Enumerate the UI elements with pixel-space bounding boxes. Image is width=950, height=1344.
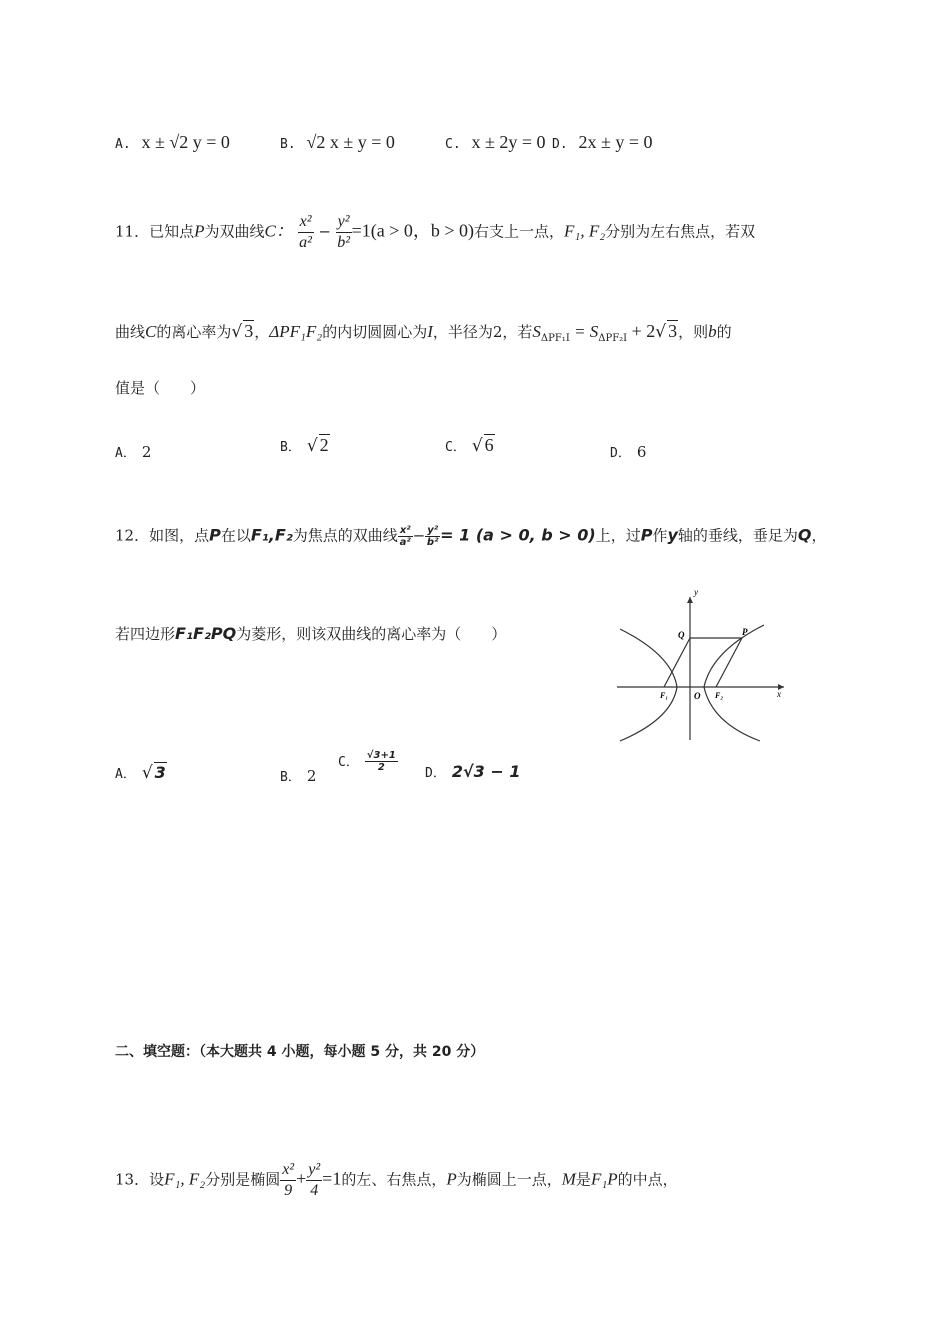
option-label: B． bbox=[280, 440, 301, 455]
fraction-y2-b2: $\frac{\text{y²}}{\text{b²}}$ bbox=[426, 525, 439, 548]
var-m: M bbox=[561, 1169, 576, 1189]
area-s: S bbox=[532, 322, 541, 341]
option-label: C． bbox=[445, 440, 466, 455]
sqrt-symbol: √ bbox=[231, 322, 243, 342]
sqrt-symbol: √ bbox=[655, 322, 667, 342]
denominator: 9 bbox=[284, 1182, 293, 1199]
var-q: Q bbox=[797, 525, 812, 545]
p-label: P bbox=[742, 627, 748, 637]
q11-option-c bbox=[445, 434, 495, 456]
left-branch bbox=[620, 629, 677, 741]
numerator: y² bbox=[306, 1160, 322, 1181]
var-p: P bbox=[209, 525, 221, 545]
text: ，则 bbox=[678, 323, 709, 341]
plus: + bbox=[296, 1168, 307, 1189]
q12-option-b bbox=[280, 766, 316, 785]
option-value: 6 bbox=[484, 435, 494, 455]
text: 上，过 bbox=[595, 526, 641, 545]
option-label: A． bbox=[115, 767, 136, 782]
q11-option-b bbox=[280, 434, 330, 456]
origin-label: O bbox=[694, 691, 701, 701]
var-c: C： bbox=[264, 221, 293, 241]
quadrilateral: F₁F₂PQ bbox=[175, 624, 237, 643]
fraction-value bbox=[365, 750, 398, 773]
text: 右支上一点， bbox=[474, 222, 565, 241]
option-label: A． bbox=[115, 446, 136, 461]
q11-line-1 bbox=[115, 212, 755, 253]
text: 分别为左右焦点，若双 bbox=[605, 222, 756, 241]
right-branch bbox=[704, 625, 764, 741]
q11-option-a bbox=[115, 442, 151, 461]
text: 的内切圆圆心为 bbox=[322, 323, 428, 341]
f2-label: F₂ bbox=[715, 691, 724, 700]
var-i: I bbox=[427, 322, 433, 341]
y-axis-arrow bbox=[687, 597, 693, 603]
var-b: b bbox=[708, 322, 717, 341]
option-value: 2 bbox=[319, 435, 329, 455]
q-label: Q bbox=[678, 630, 685, 640]
var-y: y bbox=[667, 525, 678, 545]
hyperbola-figure bbox=[612, 585, 787, 745]
text: 作 bbox=[652, 526, 668, 545]
text: 的 bbox=[716, 323, 732, 341]
fraction-x2-a2: $\frac{\text{x²}}{\text{a²}}$ bbox=[299, 213, 312, 251]
y-label: y bbox=[694, 587, 698, 597]
fraction-y2-4 bbox=[306, 1160, 322, 1201]
var-p: P bbox=[446, 1169, 457, 1189]
q12-option-a bbox=[115, 762, 167, 783]
equals-one: =1 bbox=[322, 1168, 342, 1189]
text: 轴的垂线，垂足为 bbox=[677, 526, 798, 545]
text: 分别是椭圆 bbox=[205, 1170, 281, 1189]
var-p: P bbox=[640, 525, 653, 545]
q11-line-2 bbox=[115, 320, 732, 349]
text: 的离心率为 bbox=[156, 323, 232, 341]
f1-label: F₁ bbox=[660, 691, 669, 700]
q10-option-d bbox=[552, 132, 652, 153]
q12-line-2 bbox=[115, 624, 506, 644]
option-formula: 2x ± y = 0 bbox=[578, 132, 653, 152]
text: 为菱形，则该双曲线的离心率为（ ） bbox=[236, 625, 507, 643]
option-formula: x ± √2 y = 0 bbox=[141, 132, 230, 152]
x-label: x bbox=[777, 689, 781, 699]
var-c: C bbox=[145, 322, 157, 341]
foci: F₁, F₂ bbox=[564, 221, 606, 241]
q11-line-3: 值是（ ） bbox=[115, 379, 206, 397]
fraction-y2-b2: $\frac{\text{y²}}{\text{b²}}$ bbox=[337, 213, 351, 251]
text: 的左、右焦点， bbox=[341, 1170, 447, 1189]
option-label: D． bbox=[425, 766, 446, 781]
option-label: D． bbox=[610, 446, 631, 461]
text: 在以 bbox=[220, 526, 251, 545]
text: 12．如图，点 bbox=[115, 526, 210, 545]
numerator: √3+1 bbox=[366, 750, 396, 761]
area-sub: ΔPF₂I bbox=[598, 333, 628, 344]
option-label: D. bbox=[552, 137, 568, 152]
text: 为椭圆上一点， bbox=[456, 1170, 562, 1189]
text: 是 bbox=[575, 1170, 591, 1189]
option-formula: x ± 2y = 0 bbox=[471, 132, 546, 152]
fraction-x2-9 bbox=[280, 1160, 296, 1201]
text: 为双曲线 bbox=[204, 222, 265, 241]
minus: − bbox=[412, 526, 426, 545]
option-value: 2 bbox=[141, 443, 152, 461]
plus-term: + 2 bbox=[627, 321, 656, 341]
triangle: ΔPF₁F₂ bbox=[269, 322, 323, 341]
eccentricity-value: 3 bbox=[244, 321, 254, 341]
text: 11．已知点 bbox=[115, 222, 195, 241]
option-formula: √2 x ± y = 0 bbox=[306, 132, 395, 152]
foci: F₁,F₂ bbox=[250, 525, 293, 545]
foci: F₁, F₂ bbox=[164, 1169, 206, 1189]
denominator: 2 bbox=[377, 762, 385, 773]
minus: − bbox=[318, 222, 331, 241]
sqrt-symbol: √ bbox=[306, 436, 318, 456]
option-value: 2 bbox=[306, 767, 317, 785]
section-title: 二、填空题：（本大题共 4 小题，每小题 5 分，共 20 分） bbox=[115, 1044, 485, 1060]
q12-line-1 bbox=[115, 525, 827, 548]
area-s: = S bbox=[569, 322, 599, 341]
q12-option-d bbox=[425, 762, 520, 781]
text: ， bbox=[811, 526, 827, 545]
text: ， bbox=[254, 323, 270, 341]
numerator: x² bbox=[280, 1160, 296, 1181]
option-label: C. bbox=[445, 137, 461, 152]
q13-line-1 bbox=[115, 1160, 678, 1201]
text: 的中点， bbox=[617, 1170, 678, 1189]
option-value: 3 bbox=[154, 763, 166, 782]
fraction-x2-a2: $\frac{\text{x²}}{\text{a²}}$ bbox=[399, 525, 411, 548]
option-label: C． bbox=[338, 754, 359, 770]
q10-option-a bbox=[115, 132, 230, 153]
option-label: A. bbox=[115, 137, 131, 152]
option-label: B． bbox=[280, 770, 301, 785]
q11-option-d bbox=[610, 442, 646, 461]
text: 曲线 bbox=[115, 323, 146, 341]
sqrt-symbol: √ bbox=[471, 436, 483, 456]
condition: = 1 (a > 0, b > 0) bbox=[440, 525, 596, 545]
sqrt-symbol: √ bbox=[141, 763, 153, 783]
denominator: 4 bbox=[310, 1182, 319, 1199]
q10-option-c bbox=[445, 132, 545, 153]
option-value: 2√3 − 1 bbox=[451, 762, 521, 781]
condition: =1(a > 0，b > 0) bbox=[351, 220, 475, 241]
text: 为焦点的双曲线 bbox=[292, 526, 398, 545]
area-sub: ΔPF₁I bbox=[540, 333, 570, 344]
var-p: P bbox=[194, 221, 205, 241]
option-value: 6 bbox=[636, 443, 647, 461]
option-label: B. bbox=[280, 137, 296, 152]
radicand: 3 bbox=[668, 321, 678, 341]
q12-option-c bbox=[338, 750, 398, 773]
text: 若四边形 bbox=[115, 625, 176, 643]
segment: F₁P bbox=[590, 1169, 618, 1189]
text: ，半径为2，若 bbox=[432, 323, 533, 341]
text: 13．设 bbox=[115, 1170, 165, 1189]
q10-option-b bbox=[280, 132, 395, 153]
